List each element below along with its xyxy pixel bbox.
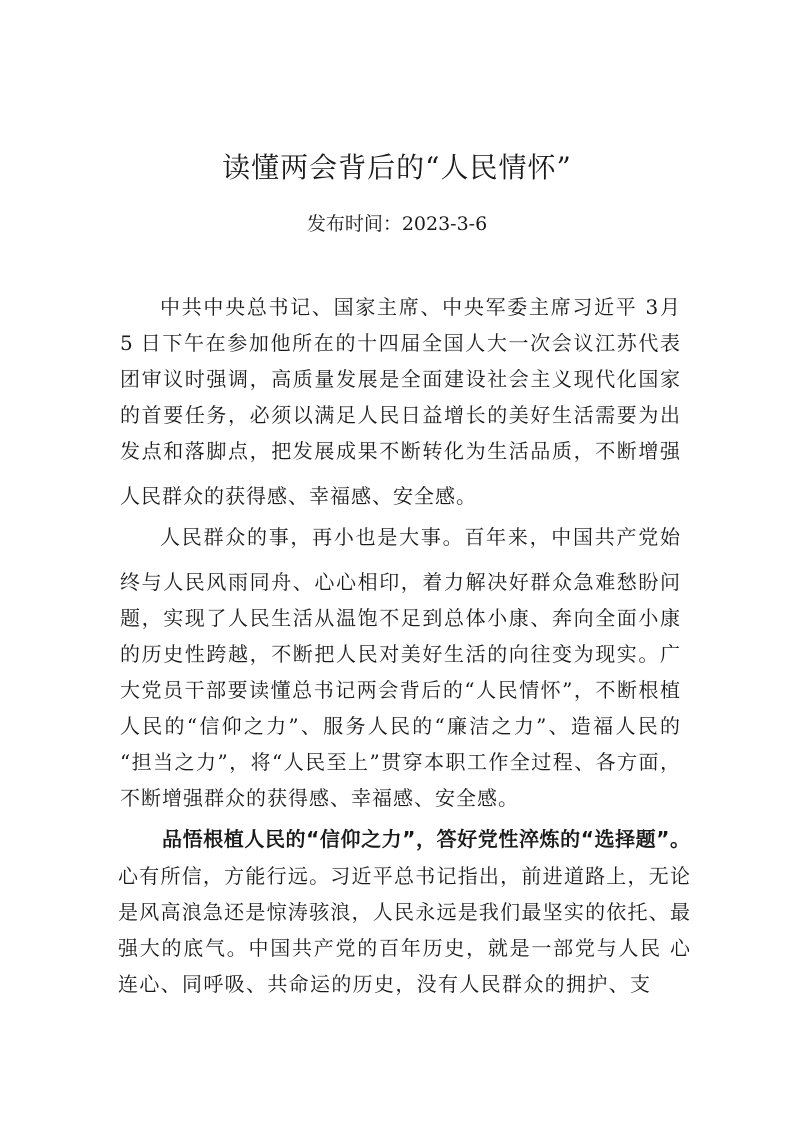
document-title: 读懂两会背后的“人民情怀” [222, 151, 572, 184]
paragraph-line: 是风高浪急还是惊涛骇浪，人民永远是我们最坚实的依托、最 [118, 900, 690, 924]
paragraph-line: 中共中央总书记、国家主席、中央军委主席习近平 3月 [160, 295, 680, 319]
paragraph-line: 终与人民风雨同舟、心心相印，着力解决好群众急难愁盼问 [120, 570, 680, 594]
paragraph-line: 连心、同呼吸、共命运的历史，没有人民群众的拥护、支 [118, 972, 650, 996]
paragraph-line: 大党员干部要读懂总书记两会背后的“人民情怀”，不断根植 [120, 678, 680, 702]
paragraph-line: 团审议时强调，高质量发展是全面建设社会主义现代化国家 [120, 367, 680, 391]
paragraph-line: 的首要任务，必须以满足人民日益增长的美好生活需要为出 [120, 403, 680, 427]
paragraph-line: 人民的“信仰之力”、服务人民的“廉洁之力”、造福人民的 [120, 714, 680, 738]
paragraph-line: 5 日下午在参加他所在的十四届全国人大一次会议江苏代表 [120, 331, 680, 355]
paragraph-line: 强大的底气。中国共产党的百年历史，就是一部党与人民 心 [118, 936, 690, 960]
paragraph-line: 不断增强群众的获得感、幸福感、安全感。 [120, 786, 519, 810]
paragraph-line: 人民群众的事，再小也是大事。百年来，中国共产党始 [160, 525, 680, 549]
section-heading: 品悟根植人民的“信仰之力”，答好党性淬炼的“选择题”。 [162, 827, 690, 851]
paragraph-line: 发点和落脚点，把发展成果不断转化为生活品质，不断增强 [120, 439, 680, 463]
paragraph-line: 心有所信，方能行远。习近平总书记指出，前进道路上，无论 [118, 864, 690, 888]
publish-date: 发布时间：2023-3-6 [306, 213, 488, 235]
paragraph-line: 的历史性跨越，不断把人民对美好生活的向往变为现实。广 [120, 642, 680, 666]
paragraph-line: 人民群众的获得感、幸福感、安全感。 [120, 484, 477, 508]
paragraph-line: “担当之力”，将“人民至上”贯穿本职工作全过程、各方面， [120, 750, 680, 774]
paragraph-line: 题，实现了人民生活从温饱不足到总体小康、奔向全面小康 [120, 606, 680, 630]
